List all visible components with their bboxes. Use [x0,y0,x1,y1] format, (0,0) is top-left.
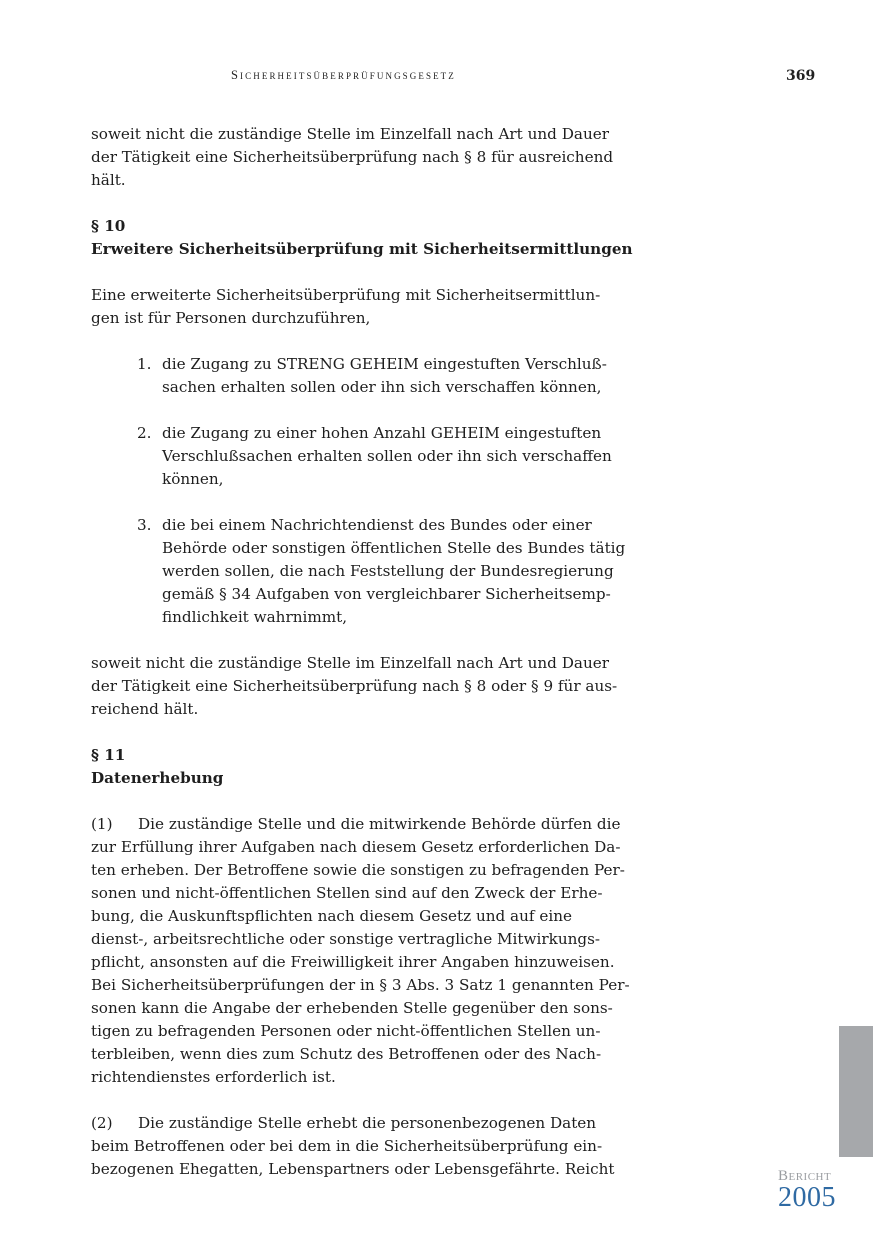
list-item [91,514,643,629]
text-line: bung, die Auskunftspflichten nach diesem Gesetz und auf eine [91,907,572,925]
list-item [91,422,643,491]
text-line: Die zuständige Stelle und die mitwirkende Behörde dürfen die [138,815,621,833]
text-line: richtendienstes erforderlich ist. [91,1068,336,1086]
document-body [91,123,643,1181]
section-10-number: § 10 [91,217,126,235]
section-10-list [91,353,643,629]
text-line: dienst-, arbeitsrechtliche oder sonstige vertragliche Mitwirkungs- [91,930,601,948]
page-number: 369 [786,68,816,84]
text-line: beim Betroffenen oder bei dem in die Sicherheitsüberprüfung ein- [91,1137,603,1155]
text-line: gemäß § 34 Aufgaben von vergleichbarer Sicherheitsemp- [162,585,611,603]
text-line: Eine erweiterte Sicherheitsüberprüfung mit Sicherheitsermittlun- [91,286,601,304]
text-line: hält. [91,171,126,189]
text-line: sachen erhalten sollen oder ihn sich verschaffen können, [162,378,602,396]
text-line: Bei Sicherheitsüberprüfungen der in § 3 Abs. 3 Satz 1 genannten Per- [91,976,630,994]
text-line: bezogenen Ehegatten, Lebenspartners oder Lebensgefährte. Reicht [91,1160,615,1178]
section-10-title: Erweitere Sicherheitsüberprüfung mit Sicherheitsermittlungen [91,240,633,258]
section-11-number: § 11 [91,746,126,764]
text-line: sonen kann die Angabe der erhebenden Stelle gegenüber den sons- [91,999,613,1017]
section-10-closing [91,652,643,721]
text-line: reichend hält. [91,700,199,718]
text-line: pflicht, ansonsten auf die Freiwilligkeit ihrer Angaben hinzuweisen. [91,953,615,971]
section-11-paragraph-2 [91,1112,643,1181]
report-logo [778,1168,836,1212]
text-line: Die zuständige Stelle erhebt die personenbezogenen Daten [138,1114,597,1132]
text-line: die bei einem Nachrichtendienst des Bundes oder einer [162,516,592,534]
text-line: können, [162,470,224,488]
text-line: die Zugang zu STRENG GEHEIM eingestuften Verschluß- [162,355,607,373]
text-line: der Tätigkeit eine Sicherheitsüberprüfung nach § 8 für ausreichend [91,148,614,166]
text-line: terbleiben, wenn dies zum Schutz des Betroffenen oder des Nach- [91,1045,602,1063]
logo-year: 2005 [778,1182,836,1213]
list-item-number: 2. [137,424,152,442]
text-line: der Tätigkeit eine Sicherheitsüberprüfung nach § 8 oder § 9 für aus- [91,677,618,695]
list-item [91,353,643,399]
text-line: tigen zu befragenden Personen oder nicht-öffentlichen Stellen un- [91,1022,601,1040]
logo-word: Bericht [778,1168,832,1184]
intro-paragraph [91,123,643,192]
text-line: ten erheben. Der Betroffene sowie die sonstigen zu befragenden Per- [91,861,625,879]
text-line: Verschlußsachen erhalten sollen oder ihn sich verschaffen [162,447,612,465]
section-10-lead [91,284,643,330]
text-line: soweit nicht die zuständige Stelle im Einzelfall nach Art und Dauer [91,654,609,672]
list-item-number: 1. [137,355,152,373]
text-line: sonen und nicht-öffentlichen Stellen sind auf den Zweck der Erhe- [91,884,603,902]
text-line: die Zugang zu einer hohen Anzahl GEHEIM eingestuften [162,424,602,442]
paragraph-label: (1) [91,815,113,833]
section-11-title: Datenerhebung [91,769,224,787]
chapter-thumb-tab [839,1026,873,1157]
running-head-title: Sicherheitsüberprüfungsgesetz [231,68,456,82]
list-item-number: 3. [137,516,152,534]
text-line: zur Erfüllung ihrer Aufgaben nach diesem Gesetz erforderlichen Da- [91,838,621,856]
text-line: gen ist für Personen durchzuführen, [91,309,371,327]
section-11-paragraph-1 [91,813,643,1089]
text-line: soweit nicht die zuständige Stelle im Einzelfall nach Art und Dauer [91,125,609,143]
text-line: werden sollen, die nach Feststellung der Bundesregierung [162,562,614,580]
paragraph-label: (2) [91,1114,113,1132]
text-line: Behörde oder sonstigen öffentlichen Stelle des Bundes tätig [162,539,626,557]
text-line: findlichkeit wahrnimmt, [162,608,348,626]
